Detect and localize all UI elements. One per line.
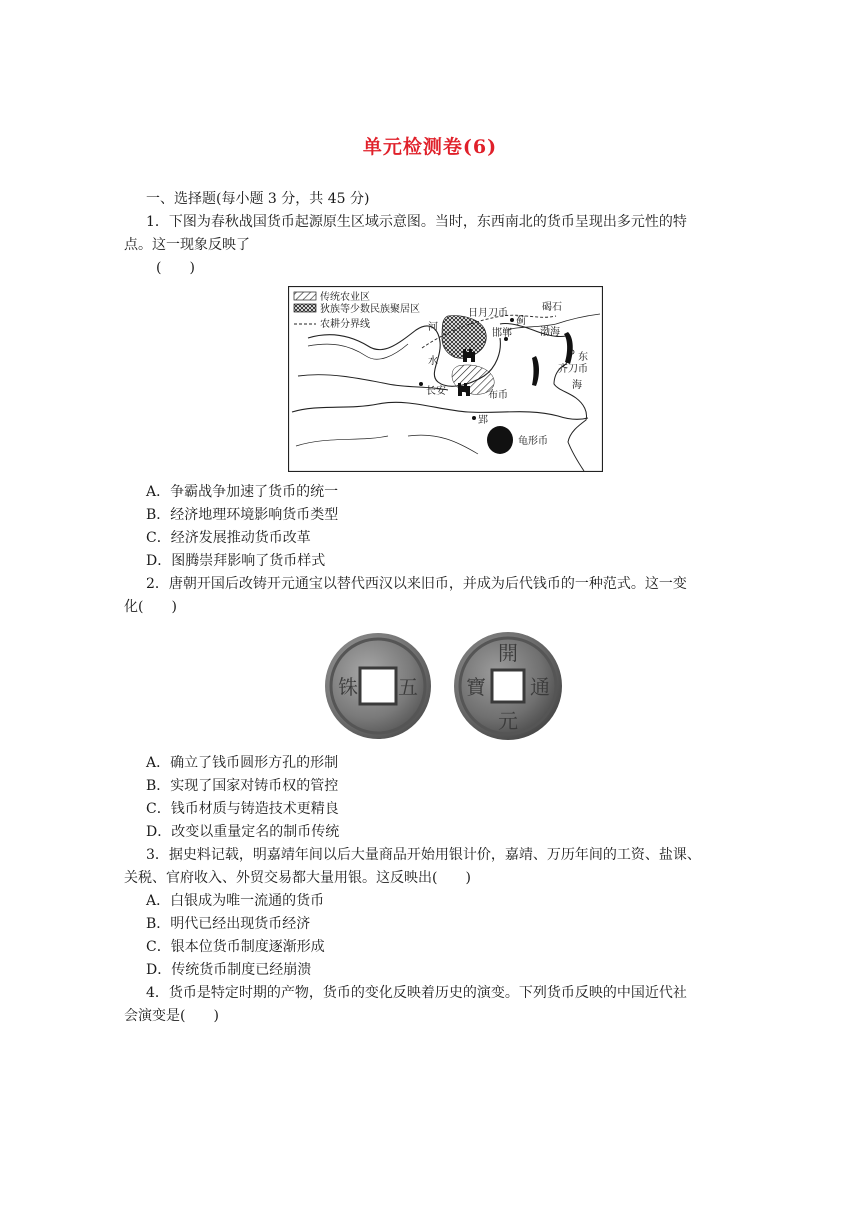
page-title: 单元检测卷(6) — [362, 136, 498, 158]
q3-option-d: D．传统货币制度已经崩溃 — [146, 962, 312, 978]
q4-stem-line1: 4．货币是特定时期的产物，货币的变化反映着历史的演变。下列货币反映的中国近代社 — [146, 985, 687, 1001]
q4-stem-line2: 会演变是( ) — [124, 1008, 219, 1024]
q1-answer-paren: ( ) — [156, 260, 195, 276]
label-bohai: 渤海 — [540, 327, 560, 338]
city-dot-ji — [510, 318, 514, 322]
section-heading: 一、选择题(每小题 3 分，共 45 分) — [146, 191, 370, 207]
label-bubi: 布币 — [488, 390, 508, 401]
label-hai: 海 — [572, 380, 582, 391]
coin-images — [322, 630, 566, 742]
label-dong: 东 — [578, 352, 588, 363]
q2-stem-line2: 化( ) — [124, 599, 177, 615]
legend-minority: 狄族等少数民族聚居区 — [320, 304, 420, 315]
coin2-char-left: 寶 — [466, 675, 486, 699]
q2-option-a: A．确立了钱币圆形方孔的形制 — [146, 755, 339, 771]
coin1-char-wu: 五 — [398, 675, 418, 699]
label-ying: 郢 — [478, 415, 488, 426]
q1-stem-line1: 1．下图为春秋战国货币起源原生区域示意图。当时，东西南北的货币呈现出多元性的特 — [146, 214, 687, 230]
legend-agriculture: 传统农业区 — [320, 292, 370, 303]
label-changan: 长安 — [426, 386, 446, 397]
label-qidao: 齐刀币 — [558, 364, 588, 375]
coin2-char-top: 開 — [498, 641, 518, 665]
q3-option-c: C．银本位货币制度逐渐形成 — [146, 939, 325, 955]
legend-swatch-minority — [294, 304, 316, 312]
label-shui: 水 — [428, 356, 438, 367]
label-handan: 邯郸 — [492, 328, 512, 339]
currency-origin-map — [288, 286, 603, 472]
q1-stem-line2: 点。这一现象反映了 — [124, 237, 250, 253]
q1-option-b: B．经济地理环境影响货币类型 — [146, 507, 339, 523]
legend-boundary: 农耕分界线 — [320, 319, 370, 330]
label-jieshi: 碣石 — [542, 302, 562, 313]
q2-option-b: B．实现了国家对铸币权的管控 — [146, 778, 339, 794]
q1-option-c: C．经济发展推动货币改革 — [146, 530, 311, 546]
coin1-char-zhu: 铢 — [338, 675, 358, 699]
kaiyuan-coin — [454, 632, 562, 740]
q3-stem-line1: 3．据史料记载，明嘉靖年间以后大量商品开始用银计价，嘉靖、万历年间的工资、盐课、 — [146, 847, 701, 863]
label-ji: 蓟 — [516, 316, 526, 327]
legend-swatch-agriculture — [294, 292, 316, 300]
turtle-coin-shape — [487, 426, 513, 454]
city-dot-changan — [419, 382, 423, 386]
label-rimoon: 日月刀币 — [468, 308, 508, 319]
wuzhu-coin — [325, 633, 431, 739]
coin2-char-right: 通 — [530, 675, 550, 699]
q3-option-b: B．明代已经出现货币经济 — [146, 916, 311, 932]
q2-option-d: D．改变以重量定名的制币传统 — [146, 824, 340, 840]
label-guixing: 龟形币 — [518, 436, 548, 447]
q3-stem-line2: 关税、官府收入、外贸交易都大量用银。这反映出( ) — [124, 870, 471, 886]
q1-option-d: D．图腾崇拜影响了货币样式 — [146, 553, 326, 569]
q3-option-a: A．白银成为唯一流通的货币 — [146, 893, 325, 909]
coin2-char-bottom: 元 — [498, 709, 518, 733]
q2-option-c: C．钱币材质与铸造技术更精良 — [146, 801, 339, 817]
q1-option-a: A．争霸战争加速了货币的统一 — [146, 484, 339, 500]
city-dot-ying — [472, 416, 476, 420]
q2-stem-line1: 2．唐朝开国后改铸开元通宝以替代西汉以来旧币，并成为后代钱币的一种范式。这一变 — [146, 576, 687, 592]
label-he: 河 — [428, 322, 438, 333]
